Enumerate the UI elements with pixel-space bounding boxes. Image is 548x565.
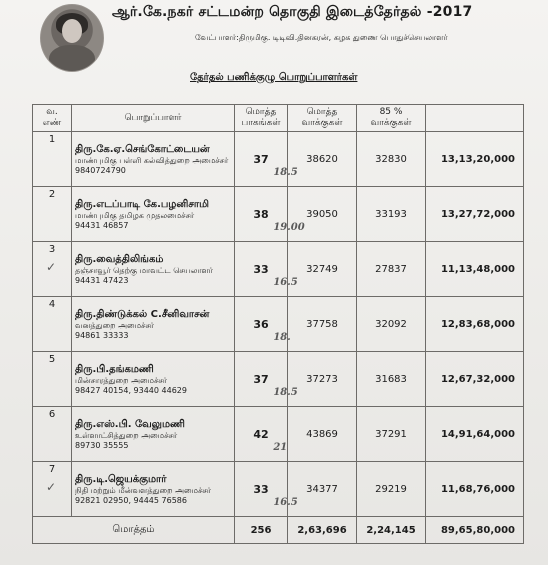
row-voters-85: 32092 (357, 297, 426, 352)
row-handwritten-note: 21 (273, 441, 288, 453)
total-booths: 256 (235, 517, 288, 544)
row-booths: 42 (253, 427, 269, 441)
row-phone: 94431 47423 (75, 275, 129, 285)
table-row (33, 297, 524, 352)
row-sno: 4 (48, 299, 56, 310)
table-row (33, 352, 524, 407)
row-voters-85: 33193 (357, 187, 426, 242)
portrait-face (62, 19, 82, 43)
header-voters: மொத்த வாக்குகள் (288, 105, 357, 132)
row-name: திரு.எடப்பாடி கே.பழனிசாமி (75, 198, 209, 210)
portrait-body (49, 45, 95, 72)
row-person-cell (72, 132, 235, 187)
row-person-cell (72, 297, 235, 352)
header-booths: மொத்த பாகங்கள் (235, 105, 288, 132)
row-voters: 37273 (288, 352, 357, 407)
total-amount: 89,65,80,000 (426, 517, 524, 544)
row-voters: 32749 (288, 242, 357, 297)
row-sno-cell (33, 132, 72, 187)
row-phone: 92821 02950, 94445 76586 (75, 495, 187, 505)
row-booths-cell (235, 462, 298, 517)
document-title: ஆர்.கே.நகர் சட்டமன்ற தொகுதி இடைத்தேர்தல் -2017 (112, 4, 473, 20)
row-phone: 98427 40154, 93440 44629 (75, 385, 187, 395)
total-voters: 2,63,696 (288, 517, 357, 544)
row-booths-cell (235, 242, 298, 297)
row-sno: 5 (48, 354, 56, 365)
row-handwritten-note: 16.5 (273, 496, 298, 508)
row-voters: 38620 (288, 132, 357, 187)
table-row (33, 407, 524, 462)
row-person-cell (72, 242, 235, 297)
row-post: மாண்புமிகு பள்ளி கல்வித்துறை அமைச்சர் (75, 155, 229, 165)
table-row (33, 132, 524, 187)
row-name: திரு.எஸ்.பி. வேலுமணி (75, 418, 185, 430)
committee-table (32, 104, 524, 544)
row-booths: 33 (253, 482, 269, 496)
row-booths: 37 (253, 152, 269, 166)
row-post: உள்ளாட்சித்துறை அமைச்சர் (75, 430, 178, 440)
check-mark-icon: ✓ (46, 480, 57, 494)
row-name: திரு.பி.தங்கமணி (75, 363, 154, 375)
row-person-cell (72, 407, 235, 462)
row-booths-cell (235, 407, 288, 462)
row-amount: 11,68,76,000 (426, 462, 524, 517)
row-voters: 43869 (288, 407, 357, 462)
row-name: திரு.டி.ஜெயக்குமார் (75, 473, 167, 485)
header-amount (426, 105, 524, 132)
row-handwritten-note: 18.5 (273, 386, 298, 398)
row-amount: 13,27,72,000 (426, 187, 524, 242)
row-handwritten-note: 18.5 (273, 166, 298, 178)
row-amount: 14,91,64,000 (426, 407, 524, 462)
row-phone: 94431 46857 (75, 220, 129, 230)
section-title: தேர்தல் பணிக்குழு பொறுப்பாளர்கள் (190, 72, 358, 83)
row-voters: 37758 (288, 297, 357, 352)
row-sno-cell (33, 407, 72, 462)
row-person-cell (72, 352, 235, 407)
check-mark-icon: ✓ (46, 260, 57, 274)
row-voters: 34377 (288, 462, 357, 517)
row-booths: 36 (253, 317, 269, 331)
row-phone: 9840724790 (75, 165, 126, 175)
candidate-line: வேட்பாளர்:திருமிகு. டிடிவி.தினகரன், கழக துணை பொதுச்செயலாளர் (195, 33, 448, 42)
header-name: பொறுப்பாளர் (72, 105, 235, 132)
row-booths-cell (235, 297, 291, 352)
row-post: நிதி மற்றும் மீன்வளத்துறை அமைச்சர் (75, 485, 212, 495)
row-booths-cell (235, 187, 305, 242)
row-handwritten-note: 19.00 (273, 221, 305, 233)
row-sno-cell (33, 462, 72, 517)
table-header-row (33, 105, 524, 132)
row-booths: 33 (253, 262, 269, 276)
row-person-cell (72, 187, 235, 242)
row-sno: 1 (48, 134, 56, 145)
row-booths: 37 (253, 372, 269, 386)
leader-portrait (40, 4, 104, 72)
row-voters-85: 32830 (357, 132, 426, 187)
row-voters-85: 27837 (357, 242, 426, 297)
row-name: திரு.வைத்திலிங்கம் (75, 253, 164, 265)
row-sno: 3 (48, 244, 56, 255)
row-sno: 6 (48, 409, 56, 420)
row-booths-cell (235, 352, 298, 407)
row-name: திரு.கே.ஏ.செங்கோட்டையன் (75, 143, 210, 155)
row-post: வனத்துறை அமைச்சர் (75, 320, 155, 330)
row-amount: 13,13,20,000 (426, 132, 524, 187)
row-post: மின்சாரத்துறை அமைச்சர் (75, 375, 168, 385)
row-amount: 11,13,48,000 (426, 242, 524, 297)
header-voters-85: 85 % வாக்குகள் (357, 105, 426, 132)
table-row (33, 242, 524, 297)
row-voters: 39050 (288, 187, 357, 242)
row-post: மாண்புமிகு தமிழக முதலமைச்சர் (75, 210, 195, 220)
row-voters-85: 31683 (357, 352, 426, 407)
row-sno: 7 (48, 464, 56, 475)
row-sno-cell (33, 297, 72, 352)
row-voters-85: 37291 (357, 407, 426, 462)
row-handwritten-note: 18. (273, 331, 291, 343)
row-amount: 12,83,68,000 (426, 297, 524, 352)
row-amount: 12,67,32,000 (426, 352, 524, 407)
row-sno-cell (33, 242, 72, 297)
total-voters-85: 2,24,145 (357, 517, 426, 544)
row-phone: 94861 33333 (75, 330, 129, 340)
row-sno-cell (33, 187, 72, 242)
row-voters-85: 29219 (357, 462, 426, 517)
header-sno: வ. எண் (33, 105, 72, 132)
row-sno-cell (33, 352, 72, 407)
row-booths-cell (235, 132, 298, 187)
table-row (33, 187, 524, 242)
total-row (33, 517, 524, 544)
row-person-cell (72, 462, 235, 517)
row-post: தஞ்சாவூர் தெற்கு மாவட்ட செயலாளர் (75, 265, 213, 275)
row-phone: 89730 35555 (75, 440, 129, 450)
table-row (33, 462, 524, 517)
row-booths: 38 (253, 207, 269, 221)
row-handwritten-note: 16.5 (273, 276, 298, 288)
row-name: திரு.திண்டுக்கல் C.சீனிவாசன் (75, 308, 210, 320)
row-sno: 2 (48, 189, 56, 200)
total-label: மொத்தம் (33, 517, 235, 544)
